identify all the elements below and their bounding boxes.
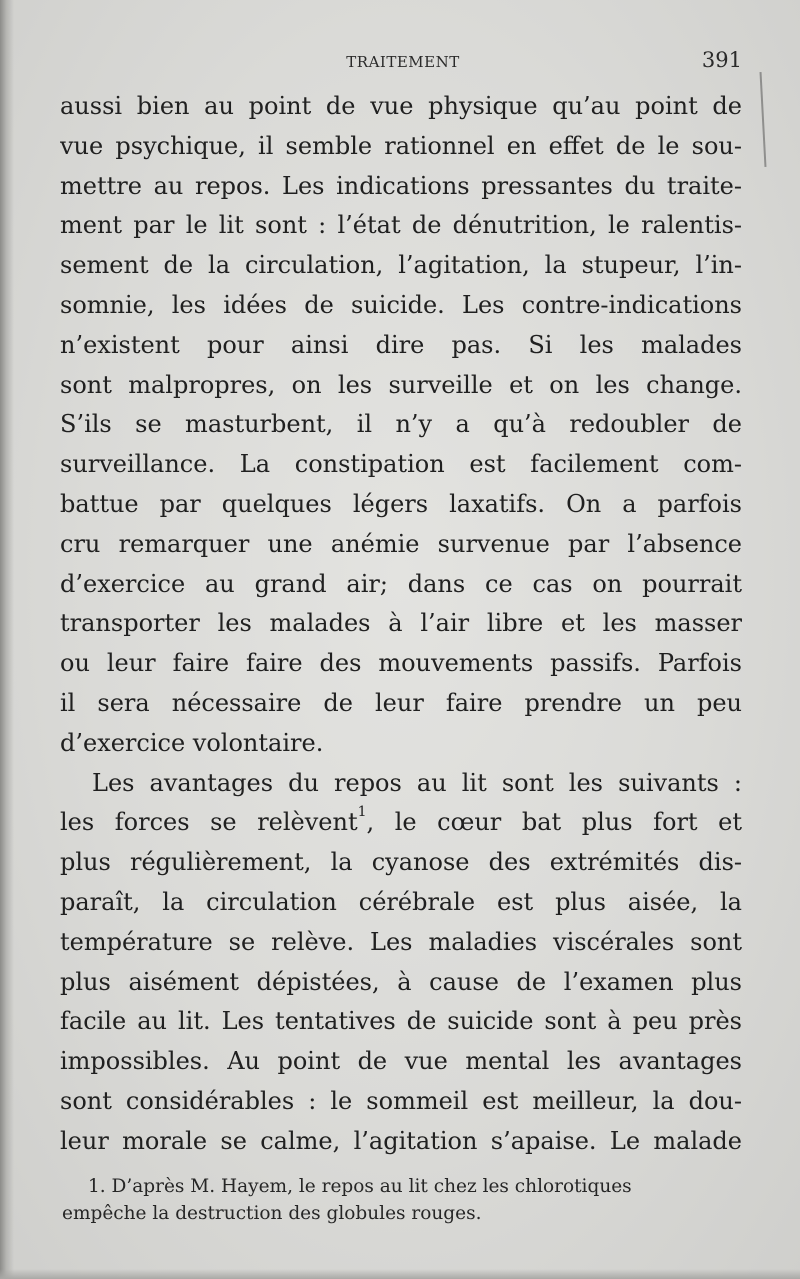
text-line: sont considérables : le sommeil est meilleur, la dou- [60, 1086, 742, 1115]
text-line: il sera nécessaire de leur faire prendre un peu [60, 688, 742, 717]
text-line: d’exercice au grand air; dans ce cas on pourrait [60, 569, 742, 598]
footnote-line: 1. D’après M. Hayem, le repos au lit chez les chlorotiques [88, 1176, 632, 1197]
text-line: plus aisément dépistées, à cause de l’examen plus [60, 967, 742, 996]
text-line: battue par quelques légers laxatifs. On a parfois [60, 489, 742, 518]
text-line: transporter les malades à l’air libre et les masser [60, 609, 742, 638]
running-head: TRAITEMENT [346, 53, 460, 71]
text-segment: , le cœur bat plus fort et [366, 808, 742, 837]
text-line: vue psychique, il semble rationnel en effet de le sou- [60, 131, 742, 160]
footnote-reference[interactable]: 1 [357, 804, 367, 821]
margin-pencil-mark [760, 72, 767, 167]
text-line: somnie, les idées de suicide. Les contre-indications [60, 290, 742, 319]
text-line: plus régulièrement, la cyanose des extrémités dis- [60, 848, 742, 877]
text-line: ou leur faire faire des mouvements passifs. Parfois [60, 649, 742, 678]
footnote-line: empêche la destruction des globules rouges. [62, 1203, 482, 1224]
text-line: aussi bien au point de vue physique qu’au point de [60, 92, 742, 120]
paragraph-first-line: Les avantages du repos au lit sont les suivants : [92, 768, 742, 797]
text-line: sont malpropres, on les surveille et on les change. [60, 370, 742, 399]
text-line: cru remarquer une anémie survenue par l’absence [60, 529, 742, 558]
text-line: température se relève. Les maladies viscérales sont [60, 927, 742, 956]
text-line-with-footnote-ref [60, 803, 742, 843]
footnote [62, 1173, 746, 1227]
text-line: facile au lit. Les tentatives de suicide sont à peu près [60, 1007, 742, 1036]
text-line: n’existent pour ainsi dire pas. Si les malades [60, 330, 742, 359]
text-segment: les forces se relèvent [60, 808, 358, 837]
text-line: surveillance. La constipation est facilement com- [60, 450, 742, 479]
text-line: paraît, la circulation cérébrale est plus aisée, la [60, 887, 742, 916]
text-line: ment par le lit sont : l’état de dénutrition, le ralentis- [60, 211, 742, 240]
text-line: leur morale se calme, l’agitation s’apaise. Le malade [60, 1126, 742, 1155]
text-line: S’ils se masturbent, il n’y a qu’à redoubler de [60, 410, 742, 439]
page-bottom-shadow [0, 1269, 800, 1279]
body-text [60, 87, 742, 1162]
text-line: mettre au repos. Les indications pressantes du traite- [60, 171, 742, 200]
page-binding-shadow [0, 0, 14, 1279]
page-number: 391 [701, 48, 742, 72]
paragraph-last-line: d’exercice volontaire. [60, 728, 324, 757]
page-header [60, 48, 742, 74]
text-line: sement de la circulation, l’agitation, la stupeur, l’in- [60, 251, 742, 280]
text-line: impossibles. Au point de vue mental les avantages [60, 1047, 742, 1076]
